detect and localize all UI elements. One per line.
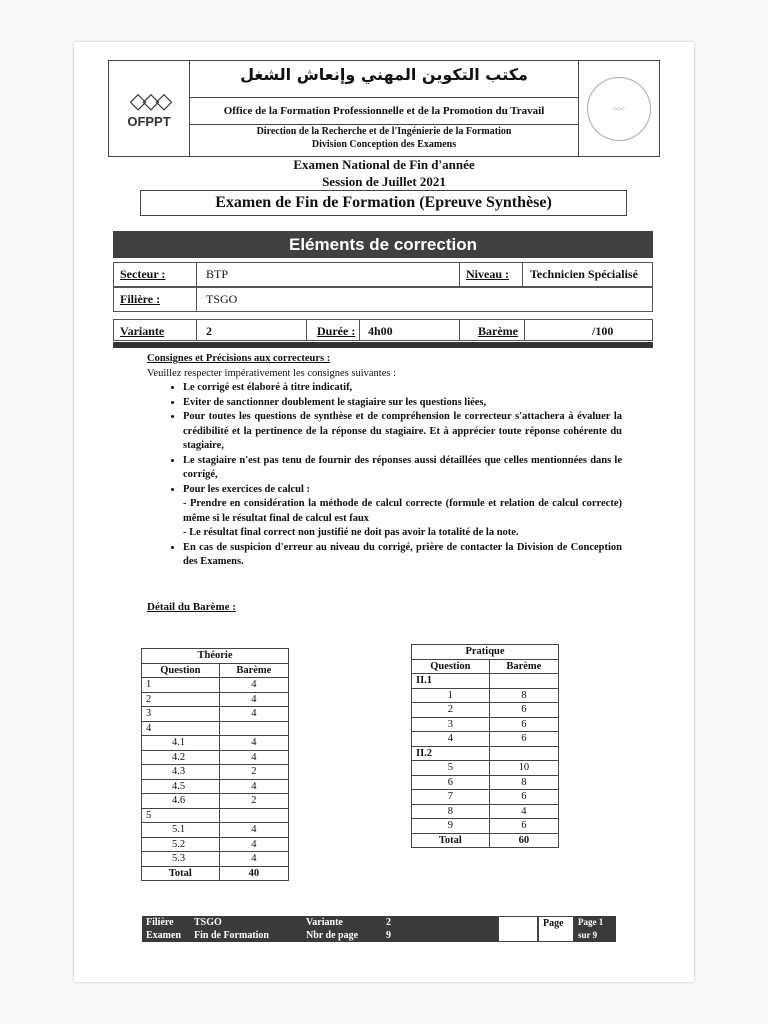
total-label: Total <box>412 833 490 848</box>
table-row <box>142 721 289 736</box>
bareme-cell: 2 <box>219 794 288 809</box>
question-cell: 4.5 <box>142 779 220 794</box>
bareme-value: /100 <box>592 324 614 338</box>
table-row <box>142 707 289 722</box>
pratique-table <box>411 644 559 848</box>
exam-title: Examen de Fin de Formation (Epreuve Synthèse) <box>140 190 627 216</box>
footer-examen-label: Examen <box>142 929 190 942</box>
question-cell: 9 <box>412 819 490 834</box>
niveau-value: Technicien Spécialisé <box>530 267 638 281</box>
direction-name: Direction de la Recherche et de l'Ingénierie de la Formation <box>256 126 512 137</box>
exam-national: Examen National de Fin d'année <box>293 157 475 172</box>
table-row <box>142 837 289 852</box>
table-row <box>412 717 559 732</box>
table-row <box>142 736 289 751</box>
question-cell: 5.1 <box>142 823 220 838</box>
table-row <box>412 775 559 790</box>
logo-text: OFPPT <box>127 114 171 129</box>
theorie-caption: Théorie <box>142 649 289 664</box>
total-value: 60 <box>489 833 558 848</box>
bareme-cell: 4 <box>219 678 288 693</box>
bareme-label: Barème <box>478 324 518 338</box>
bareme-cell <box>219 808 288 823</box>
question-cell: 4.3 <box>142 765 220 780</box>
question-cell: 5.3 <box>142 852 220 867</box>
bareme-cell <box>489 674 558 689</box>
duree-label: Durée : <box>317 324 356 338</box>
table-row <box>142 823 289 838</box>
variante-label: Variante <box>120 324 165 338</box>
footer-filiere: TSGO <box>190 916 302 929</box>
table-row <box>412 804 559 819</box>
question-cell: 1 <box>412 688 490 703</box>
footer-filiere-label: Filière <box>142 916 190 929</box>
bareme-cell: 6 <box>489 703 558 718</box>
bareme-cell: 4 <box>219 852 288 867</box>
bareme-cell <box>489 746 558 761</box>
filiere-value: TSGO <box>206 292 238 306</box>
table-row <box>142 808 289 823</box>
question-cell: 4 <box>412 732 490 747</box>
calc-heading: • Pour les exercices de calcul : <box>183 483 311 495</box>
instructions-heading: Consignes et Précisions aux correcteurs : <box>147 353 331 364</box>
secteur-value: BTP <box>206 267 229 281</box>
question-cell: 4.6 <box>142 794 220 809</box>
bareme-cell: 4 <box>219 707 288 722</box>
footer-nbr-label: Nbr de page <box>302 929 382 942</box>
niveau-label: Niveau : <box>466 267 509 281</box>
table-row <box>412 688 559 703</box>
info-row-variante <box>113 319 653 341</box>
bareme-cell: 4 <box>219 779 288 794</box>
detail-heading: Détail du Barème : <box>147 601 236 613</box>
table-row <box>142 750 289 765</box>
col-bareme: Barème <box>489 659 558 674</box>
header-box <box>108 60 660 157</box>
question-cell: 2 <box>142 692 220 707</box>
table-row <box>412 746 559 761</box>
footer-variante-label: Variante <box>302 916 382 929</box>
right-seal <box>578 61 659 156</box>
footer-page: Page 1 sur 9 <box>574 916 616 942</box>
list-item <box>183 483 622 541</box>
list-item: • Le stagiaire n'est pas tenu de fournir des réponses aussi détaillées que celles mentionnées dans le corrigé, <box>183 454 622 483</box>
ofppt-emblem-icon: ◇◇◇ <box>129 88 169 113</box>
table-row <box>412 703 559 718</box>
table-row <box>412 674 559 689</box>
table-row <box>142 692 289 707</box>
question-cell: 4.2 <box>142 750 220 765</box>
question-cell: 4 <box>142 721 220 736</box>
table-row <box>142 779 289 794</box>
question-cell: 7 <box>412 790 490 805</box>
question-cell: 8 <box>412 804 490 819</box>
variante-value: 2 <box>206 324 212 338</box>
total-value: 40 <box>219 866 288 881</box>
info-row-filiere <box>113 287 653 312</box>
question-cell: 2 <box>412 703 490 718</box>
ofppt-logo <box>109 61 190 156</box>
duree-value: 4h00 <box>368 324 393 338</box>
bareme-cell: 6 <box>489 819 558 834</box>
bareme-cell: 6 <box>489 717 558 732</box>
question-cell: 6 <box>412 775 490 790</box>
info-row-secteur <box>113 262 653 287</box>
office-name: Office de la Formation Professionnelle et de la Promotion du Travail <box>189 97 579 125</box>
question-cell: II.2 <box>412 746 490 761</box>
secteur-label: Secteur : <box>120 267 166 281</box>
calc-rule-1: - Prendre en considération la méthode de calcul correcte (formule et relation de calcul correcte) même si le résultat final de calcul est faux <box>183 498 622 524</box>
question-cell: 5 <box>412 761 490 776</box>
footer-examen: Fin de Formation <box>190 929 302 942</box>
seal-icon: ◇◇◇ <box>587 77 651 141</box>
table-row <box>412 790 559 805</box>
bareme-cell: 8 <box>489 688 558 703</box>
question-cell: 4.1 <box>142 736 220 751</box>
table-row <box>412 819 559 834</box>
question-cell: II.1 <box>412 674 490 689</box>
bareme-cell: 2 <box>219 765 288 780</box>
total-label: Total <box>142 866 220 881</box>
instructions <box>147 352 622 570</box>
col-question: Question <box>142 663 220 678</box>
calc-rule-2: - Le résultat final correct non justifié ne doit pas avoir la totalité de la note. <box>183 527 519 538</box>
filiere-label: Filière : <box>120 292 161 306</box>
question-cell: 3 <box>412 717 490 732</box>
table-row <box>142 794 289 809</box>
arabic-title: مكتب التكوين المهني وإنعاش الشغل <box>240 65 528 84</box>
list-item: • En cas de suspicion d'erreur au niveau du corrigé, prière de contacter la Division de Conception des Examens. <box>183 541 622 570</box>
table-row <box>142 765 289 780</box>
table-row <box>142 678 289 693</box>
question-cell: 5.2 <box>142 837 220 852</box>
bareme-cell: 4 <box>219 736 288 751</box>
footer-variante: 2 <box>382 916 498 929</box>
bareme-cell: 6 <box>489 790 558 805</box>
bareme-cell: 10 <box>489 761 558 776</box>
question-cell: 5 <box>142 808 220 823</box>
col-bareme: Barème <box>219 663 288 678</box>
bareme-cell: 4 <box>489 804 558 819</box>
theorie-table <box>141 648 289 881</box>
table-row <box>142 852 289 867</box>
question-cell: 3 <box>142 707 220 722</box>
division-name: Division Conception des Examens <box>311 139 457 150</box>
bareme-cell: 4 <box>219 837 288 852</box>
list-item: • Eviter de sanctionner doublement le stagiaire sur les questions liées, <box>183 396 622 411</box>
list-item: • Le corrigé est élaboré à titre indicatif, <box>183 381 622 396</box>
bareme-cell: 8 <box>489 775 558 790</box>
correction-title: Eléments de correction <box>113 231 653 258</box>
bareme-cell: 4 <box>219 750 288 765</box>
table-row <box>412 732 559 747</box>
pratique-caption: Pratique <box>412 645 559 660</box>
footer-blank <box>498 916 538 942</box>
footer-nbr: 9 <box>382 929 498 942</box>
exam-heading <box>0 156 768 190</box>
footer-page-label: Page <box>538 916 574 942</box>
question-cell: 1 <box>142 678 220 693</box>
separator-bar <box>113 342 653 348</box>
bareme-cell: 6 <box>489 732 558 747</box>
table-row <box>412 761 559 776</box>
bareme-cell <box>219 721 288 736</box>
exam-session: Session de Juillet 2021 <box>322 174 446 189</box>
instructions-intro: Veuillez respecter impérativement les consignes suivantes : <box>147 367 397 379</box>
bareme-cell: 4 <box>219 692 288 707</box>
list-item: • Pour toutes les questions de synthèse et de compréhension le correcteur s'attachera à évaluer la crédibilité et la pertinence de la réponse du stagiaire. Et à apprécier toute réponse cohérente du stagiaire, <box>183 410 622 454</box>
bareme-cell: 4 <box>219 823 288 838</box>
instructions-list <box>147 381 622 570</box>
col-question: Question <box>412 659 490 674</box>
direction-block <box>189 125 579 151</box>
